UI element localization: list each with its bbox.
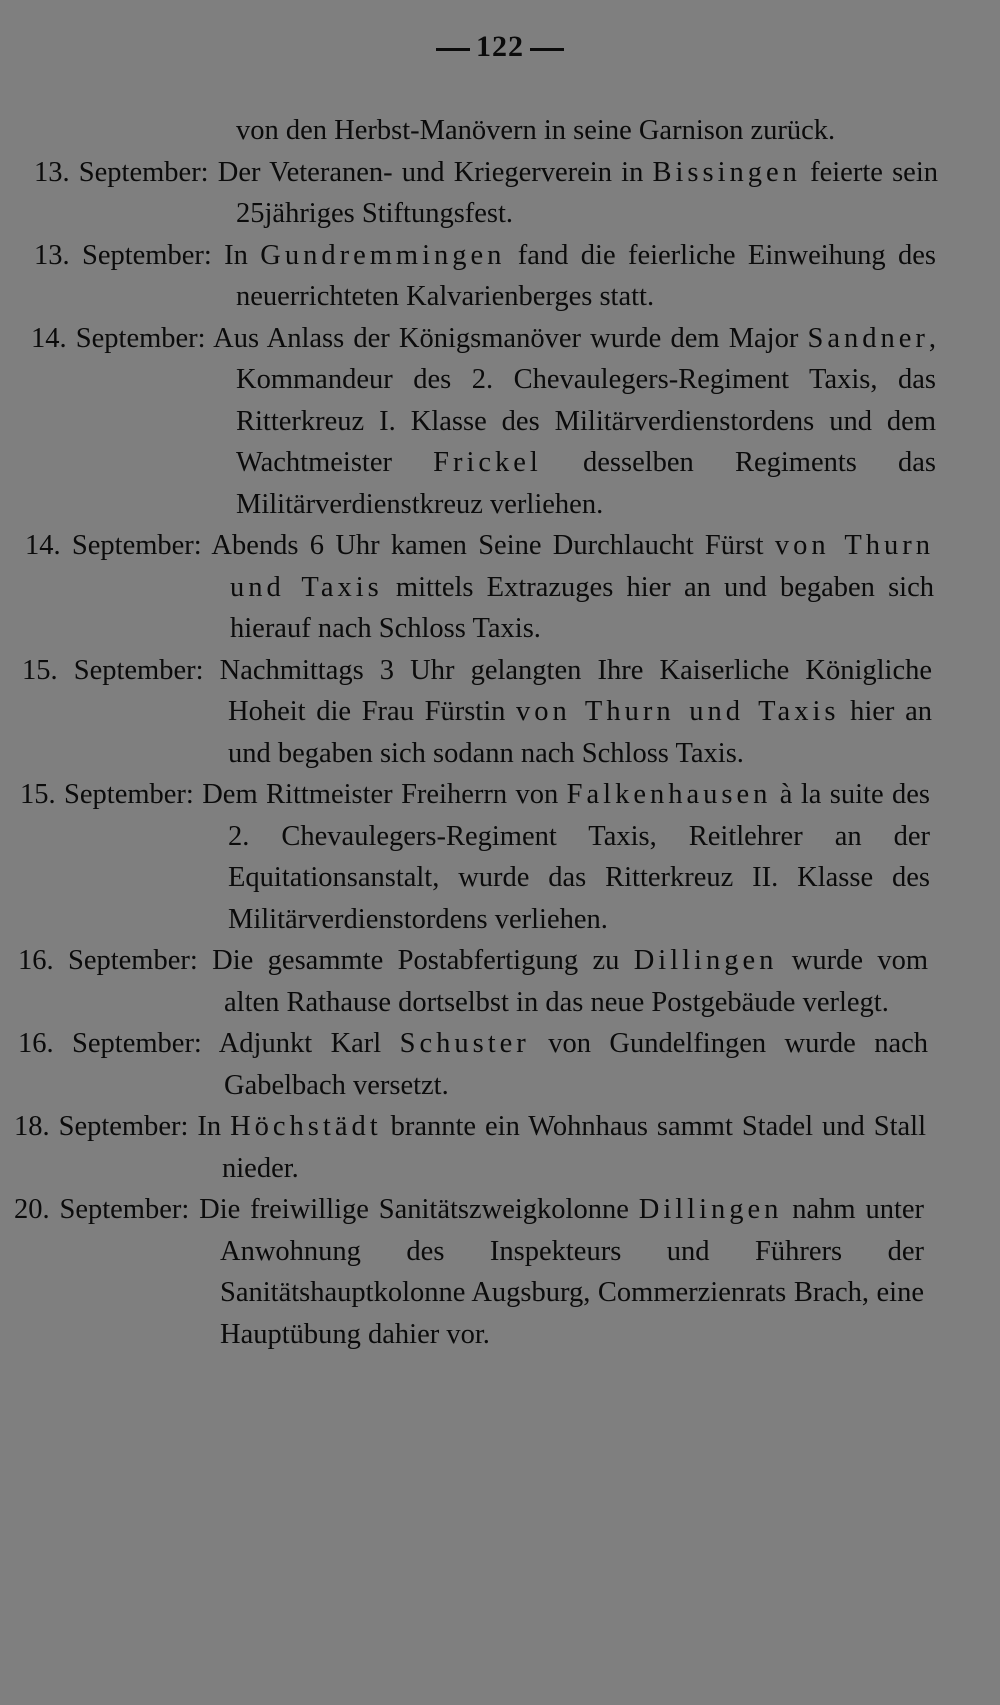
entry-date: 14. September: [31, 322, 206, 354]
entry-name-spaced: von Thurn und Taxis [516, 696, 840, 727]
entry-text-segment: Die gesammte Postabfertigung zu [197, 945, 634, 976]
entry-name-spaced: Höchstädt [230, 1111, 382, 1142]
chronicle-entry [0, 318, 1000, 526]
entry-date: 16. September: [18, 1028, 202, 1059]
entry-name-spaced: Bissingen [652, 156, 801, 188]
entry-date: 15. September: [22, 654, 204, 686]
entry-text-segment: wurde vom alten Rathause dortselbst in das neue Postgebäude verlegt. [224, 945, 929, 1018]
entry-text [0, 774, 930, 940]
entry-date: 13. September: [34, 239, 212, 271]
entry-text-segment: Die freiwillige Sanitätszweigkolonne [189, 1194, 639, 1225]
chronicle-entry [0, 1106, 1000, 1189]
entry-text-segment: brannte ein Wohnhaus sammt Stadel und Stall nieder. [222, 1111, 927, 1184]
entry-text-segment: In [211, 239, 261, 271]
chronicle-entry [0, 525, 1000, 650]
entry-name-spaced: Dillingen [638, 1194, 783, 1225]
chronicle-entry [0, 650, 1000, 775]
entry-date: 13. September: [34, 156, 209, 188]
entry-name-spaced: Dillingen [633, 945, 778, 976]
entry-text-segment: desselben Regiments das Militärverdienstkreuz verliehen. [236, 447, 936, 520]
entry-text-segment: mittels Extrazuges hier an und begaben sich hierauf nach Schloss Taxis. [230, 571, 934, 644]
entry-text [0, 525, 934, 650]
entry-text-segment: fand die feierliche Einweihung des neuerrichteten Kalvarienberges statt. [236, 239, 937, 312]
chronicle-entries [0, 110, 1000, 1355]
entry-text-segment: In [188, 1111, 231, 1142]
entry-text-segment: Aus Anlass der Königsmanöver wurde dem Major [205, 322, 808, 354]
entry-text-segment: Dem Rittmeister Freiherrn von [193, 779, 567, 810]
header-dash-left [436, 48, 470, 51]
chronicle-entry [0, 940, 1000, 1023]
entry-date: 15. September: [20, 779, 194, 810]
chronicle-entry [0, 110, 1000, 152]
entry-text [0, 1189, 924, 1355]
entry-text [0, 152, 938, 235]
header-dash-right [530, 48, 564, 51]
entry-text-segment: Nachmittags 3 Uhr gelangten Ihre Kaiserliche Königliche Hoheit die Frau Fürstin [203, 654, 932, 727]
chronicle-entry [0, 1023, 1000, 1106]
entry-text-segment: , Kommandeur des 2. Chevaulegers-Regiment Taxis, das Ritterkreuz I. Klasse des Militärverdienstordens und dem Wachtmeister [236, 322, 936, 478]
entry-name-spaced: Sandner [807, 322, 929, 354]
page-header [0, 30, 1000, 64]
entry-text-segment: nahm unter Anwohnung des Inspekteurs und Führers der Sanitätshauptkolonne Augsburg, Commerzienrats Brach, eine Hauptübung dahier vor. [220, 1194, 924, 1350]
entry-date: 18. September: [14, 1111, 189, 1142]
entry-text-segment: von den Herbst-Manövern in seine Garnison zurück. [236, 115, 836, 146]
entry-name-spaced: Schuster [399, 1028, 530, 1059]
entry-text [0, 318, 936, 526]
entry-text-segment: feierte sein 25jähriges Stiftungsfest. [236, 156, 938, 229]
entry-text [236, 110, 936, 152]
entry-name-spaced: Falkenhausen [566, 779, 772, 810]
entry-text-segment: hier an und begaben sich sodann nach Schloss Taxis. [228, 696, 932, 769]
entry-text [0, 235, 936, 318]
entry-text-segment: Abends 6 Uhr kamen Seine Durchlaucht Fürst [201, 530, 775, 561]
entry-date: 14. September: [25, 530, 202, 561]
entry-text [0, 940, 928, 1023]
entry-name-spaced: Frickel [433, 447, 542, 478]
entry-date: 20. September: [14, 1194, 190, 1225]
entry-text-segment: Adjunkt Karl [201, 1028, 400, 1059]
chronicle-entry [0, 774, 1000, 940]
entry-text [0, 650, 932, 775]
entry-name-spaced: Gundremmingen [260, 239, 506, 271]
entry-text-segment: à la suite des 2. Chevaulegers-Regiment Taxis, Reitlehrer an der Equitationsanstalt, wurde das Ritterkreuz II. Klasse des Militärverdienstordens verliehen. [228, 779, 930, 935]
entry-text [0, 1023, 928, 1106]
entry-name-spaced: von Thurn und Taxis [230, 530, 934, 603]
entry-text [0, 1106, 926, 1189]
chronicle-entry [0, 152, 1000, 235]
chronicle-entry [0, 1189, 1000, 1355]
page-number: 122 [476, 30, 524, 63]
entry-text-segment: Der Veteranen- und Kriegerverein in [208, 156, 653, 188]
chronicle-entry [0, 235, 1000, 318]
entry-text-segment: von Gundelfingen wurde nach Gabelbach versetzt. [224, 1028, 928, 1101]
entry-date: 16. September: [18, 945, 198, 976]
